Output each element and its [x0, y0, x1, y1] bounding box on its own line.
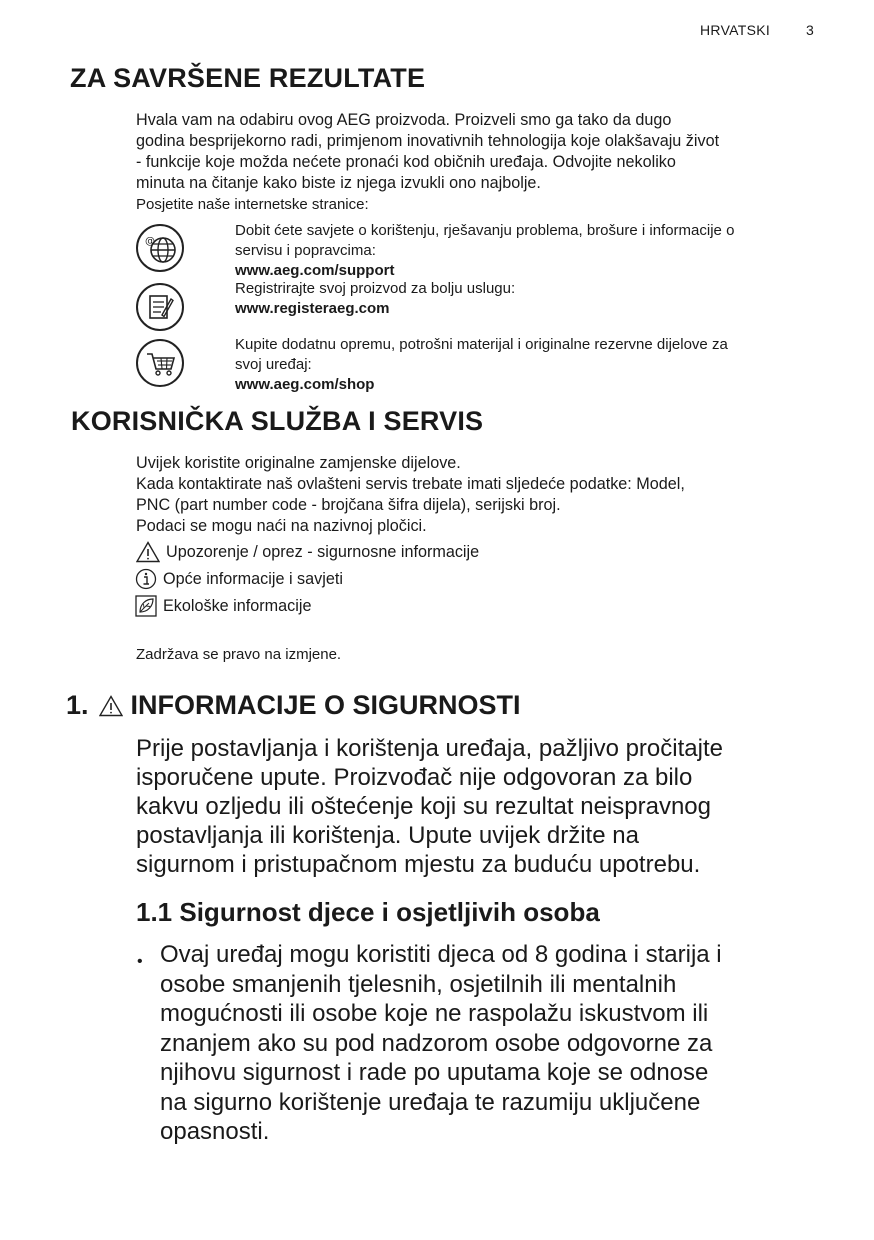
warning-icon: [99, 695, 123, 717]
shop-desc-line: svoj uređaj:: [235, 356, 312, 373]
safety-intro-line: isporučene upute. Proizvođač nije odgovoran za bilo: [136, 764, 693, 791]
service-line: PNC (part number code - brojčana šifra dijela), serijski broj.: [136, 496, 561, 514]
legend-info-text: Opće informacije i savjeti: [163, 569, 343, 588]
rights-reserved-note: Zadržava se pravo na izmjene.: [136, 646, 342, 663]
bullet-line: mogućnosti ili osobe koje ne raspolažu iskustvom ili: [160, 1000, 709, 1027]
bullet-marker: •: [137, 953, 143, 970]
support-desc-line: Dobit ćete savjete o korištenju, rješavanju problema, brošure i informacije o: [235, 222, 735, 239]
legend-info: [135, 568, 343, 590]
support-url[interactable]: www.aeg.com/support: [235, 262, 395, 279]
bullet-line: opasnosti.: [160, 1118, 270, 1145]
safety-intro-line: kakvu ozljedu ili oštećenje koji su rezultat neispravnog: [136, 793, 711, 820]
results-intro: [136, 110, 719, 194]
legend-warning-text: Upozorenje / oprez - sigurnosne informacije: [166, 542, 480, 561]
intro-line: - funkcije koje možda nećete pronaći kod običnih uređaja. Odvojite nekoliko: [136, 153, 676, 171]
register-url[interactable]: www.registeraeg.com: [235, 300, 390, 317]
bullet-line: Ovaj uređaj mogu koristiti djeca od 8 godina i starija i: [160, 941, 722, 968]
service-line: Podaci se mogu naći na nazivnoj pločici.: [136, 517, 427, 535]
service-line: Kada kontaktirate naš ovlašteni servis trebate imati sljedeće podatke: Model,: [136, 475, 685, 493]
register-link-text: [235, 279, 515, 319]
legend-warning: [136, 541, 479, 563]
safety-intro-line: postavljanja ili korištenja. Upute uvijek držite na: [136, 822, 639, 849]
section-title-safety: [66, 690, 521, 721]
visit-line: Posjetite naše internetske stranice:: [136, 196, 369, 213]
intro-line: godina besprijekorno radi, primjenom inovativnih tehnologija koje olakšavaju život: [136, 132, 720, 150]
service-line: Uvijek koristite originalne zamjenske dijelove.: [136, 454, 461, 472]
header-language: HRVATSKI: [700, 22, 771, 38]
support-link-text: [235, 221, 734, 281]
support-desc-line: servisu i popravcima:: [235, 242, 376, 259]
section-title-text: INFORMACIJE O SIGURNOSTI: [130, 690, 521, 720]
bullet-line: njihovu sigurnost i rade po uputama koje se odnose: [160, 1059, 709, 1086]
bullet-line: znanjem ako su pod nadzorom osobe odgovorne za: [160, 1029, 713, 1057]
shop-url[interactable]: www.aeg.com/shop: [235, 376, 375, 393]
cart-icon: [136, 339, 184, 387]
intro-line: Hvala vam na odabiru ovog AEG proizvoda. Proizveli smo ga tako da dugo: [136, 111, 672, 129]
page-number: 3: [806, 22, 814, 38]
legend-eco: [135, 595, 311, 617]
svg-text:@: @: [145, 236, 155, 247]
safety-intro: [136, 734, 723, 879]
leaf-icon: [135, 595, 157, 617]
info-icon: [135, 568, 157, 590]
bullet-item: [160, 940, 722, 1147]
bullet-line: osobe smanjenih tjelesnih, osjetilnih ili mentalnih: [160, 970, 677, 998]
legend-eco-text: Ekološke informacije: [163, 596, 312, 615]
globe-icon: [136, 224, 184, 272]
register-desc-line: Registrirajte svoj proizvod za bolju uslugu:: [235, 280, 516, 297]
bullet-line: na sigurno korištenje uređaja te razumiju uključene: [160, 1088, 701, 1116]
register-icon: [136, 283, 184, 331]
subsection-title: 1.1 Sigurnost djece i osjetljivih osoba: [136, 897, 600, 927]
safety-intro-line: sigurnom i pristupačnom mjestu za buduću upotrebu.: [136, 851, 701, 878]
section-title-results: ZA SAVRŠENE REZULTATE: [70, 63, 426, 93]
shop-desc-line: Kupite dodatnu opremu, potrošni materijal i originalne rezervne dijelove za: [235, 336, 728, 353]
safety-intro-line: Prije postavljanja i korištenja uređaja, pažljivo pročitajte: [136, 735, 723, 762]
shop-link-text: [235, 335, 728, 395]
service-text: [136, 453, 685, 537]
warning-icon: [136, 541, 160, 563]
section-number: 1.: [66, 690, 89, 720]
section-title-service: KORISNIČKA SLUŽBA I SERVIS: [71, 406, 484, 436]
intro-line: minuta na čitanje kako biste iz njega izvukli ono najbolje.: [136, 174, 541, 192]
